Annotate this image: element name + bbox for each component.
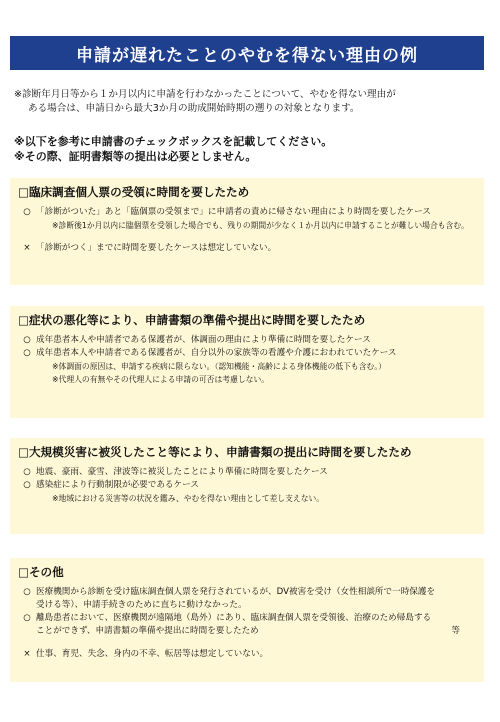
case-item-line: 受ける等）、申請手続きのために直ちに動けなかった。: [36, 600, 247, 610]
case-item: 成年患者本人や申請者である保護者が、体調面の理由により準備に時間を要したケース: [36, 335, 371, 345]
reason-heading-symptoms: □症状の悪化等により、申請書類の準備や提出に時間を要したため: [18, 313, 366, 327]
intro-note: [14, 88, 484, 116]
circle-mark-icon: ○: [23, 335, 31, 345]
case-item-line: ことができず、申請書類の準備や提出に時間を要したため: [36, 626, 259, 636]
etc-label: 等: [451, 626, 460, 636]
reason-heading-other: □その他: [18, 565, 64, 579]
case-note: ※診断後1か月以内に臨個票を受領した場合でも、残りの期間が少なく１か月以内に申請することが難しい場合も含む。: [52, 221, 469, 230]
circle-mark-icon: ○: [23, 480, 31, 490]
case-note: ※地域における災害等の状況を鑑み、やむを得ない理由として差し支えない。: [52, 494, 325, 503]
case-item-line: 離島患者において、医療機関が遠隔地（島外）にあり、臨床調査個人票を受領後、治療のため帰島する: [36, 613, 432, 623]
case-item: 感染症により行動制限が必要であるケース: [36, 480, 199, 490]
instruction-line-2: ※その際、証明書類等の提出は必要としません。: [14, 150, 257, 163]
reason-box-disaster: [10, 438, 484, 534]
reason-heading-clinical-form: □臨床調査個人票の受領に時間を要したため: [18, 185, 250, 199]
circle-mark-icon: ○: [23, 207, 31, 217]
reason-box-other: [10, 558, 484, 682]
case-item: 「診断がついた」あと「臨個票の受領まで」に申請者の責めに帰さない理由により時間を要したケース: [36, 207, 431, 217]
excluded-case: 仕事、育児、失念、身内の不幸、転居等は想定していない。: [36, 649, 269, 659]
circle-mark-icon: ○: [23, 348, 31, 358]
circle-mark-icon: ○: [23, 587, 31, 597]
instructions: [14, 134, 484, 164]
case-item: [36, 586, 476, 612]
cross-mark-icon: ×: [23, 649, 31, 659]
page-title: 申請が遅れたことのやむを得ない理由の例: [10, 36, 484, 70]
case-item-line: 医療機関から診断を受け臨床調査個人票を発行されているが、DV被害を受け（女性相談所で一時保護を: [36, 587, 436, 597]
reason-heading-disaster: □大規模災害に被災したこと等により、申請書類の提出に時間を要したため: [18, 445, 412, 459]
reason-box-clinical-form: [10, 178, 484, 285]
case-note: ※体調面の原因は、申請する疾病に限らない。（認知機能・高齢による身体機能の低下も含む。）: [52, 362, 386, 371]
excluded-case: 「診断がつく」までに時間を要したケースは想定していない。: [36, 243, 277, 253]
case-item: [36, 612, 476, 638]
circle-mark-icon: ○: [23, 467, 31, 477]
intro-line-1: ※診断年月日等から１か月以内に申請を行わなかったことについて、やむを得ない理由が: [14, 89, 396, 100]
instruction-line-1: ※以下を参考に申請書のチェックボックスを記載してください。: [14, 135, 333, 148]
case-note: ※代理人の有無やその代理人による申請の可否は考慮しない。: [52, 375, 270, 384]
case-item: 地震、豪雨、豪雪、津波等に被災したことにより準備に時間を要したケース: [36, 467, 328, 477]
reason-box-symptoms: [10, 306, 484, 418]
intro-line-2: ある場合は、申請日から最大3か月の助成開始時期の遡りの対象となります。: [28, 103, 360, 114]
case-item: 成年患者本人や申請者である保護者が、自分以外の家族等の看護や介護におわれていたケース: [36, 348, 397, 358]
circle-mark-icon: ○: [23, 613, 31, 623]
cross-mark-icon: ×: [23, 243, 31, 253]
